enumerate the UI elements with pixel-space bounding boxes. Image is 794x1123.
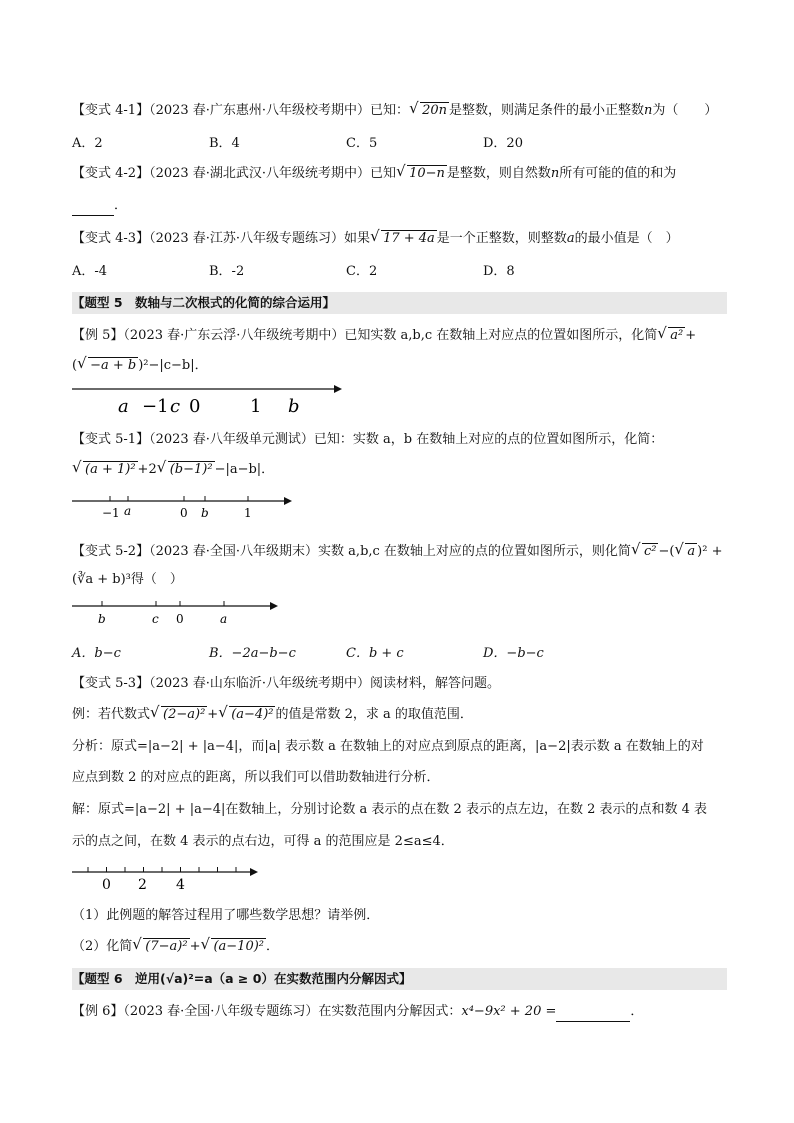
options-5-2 [72,642,732,661]
analysis-line2: 应点到数 2 的对应点的距离，所以我们可以借助数轴进行分析． [72,770,440,785]
answer-blank[interactable] [556,1007,630,1022]
option-a[interactable]: A．-4 [72,264,108,279]
arrow-icon [270,602,278,610]
option-c[interactable]: C．5 [346,136,378,151]
arrow-icon [250,868,258,876]
section-heading-5: 【题型 5 数轴与二次根式的化简的综合运用】 [72,292,727,314]
svg-text:a: a [220,612,228,626]
exercise-5-3-title: 【变式 5-3】（2023 春·山东临沂·八年级统考期中）阅读材料，解答问题。 [72,676,501,691]
label-c: c [170,396,181,416]
example-6: 【例 6】（2023 春·全国·八年级专题练习）在实数范围内分解因式：x⁴−9x² + 20 = ． [72,1002,732,1022]
svg-text:4: 4 [176,877,185,892]
svg-text:0: 0 [176,612,184,626]
arrow-icon [334,385,342,393]
label-neg1: −1 [142,396,169,416]
number-line-5-3 [72,862,262,892]
option-d[interactable]: D．8 [483,264,515,279]
option-d[interactable]: D．−b−c [483,646,544,661]
option-a[interactable]: A．2 [72,136,103,151]
exercise-5-1-line2: √ (a + 1)² +2√ (b−1)² −|a−b|． [72,460,732,480]
svg-text:1: 1 [244,506,252,520]
number-line-ex5 [72,380,342,416]
exercise-5-3-example: 例：若代数式√ (2−a)² +√ (a−4)² 的值是常数 2，求 a 的取值范围． [72,705,732,725]
exercise-4-2: 【变式 4-2】（2023 春·湖北武汉·八年级统考期中）已知√ 10−n 是整数，则自然数n所有可能的值的和为 [72,164,732,184]
sqrt-expression: √ 10−n [398,164,447,184]
svg-text:0: 0 [102,877,111,892]
svg-text:c: c [152,612,159,626]
number-line-5-1 [72,493,294,521]
question-2: （2）化简√ (7−a)² +√ (a−10)² ． [72,937,732,957]
options-4-1 [72,132,732,151]
label-1: 1 [250,396,262,416]
label-a: a [118,396,129,416]
svg-text:2: 2 [138,877,147,892]
answer-line-4-2: ． [72,196,732,216]
solution-line2: 示的点之间，在数 4 表示的点右边，可得 a 的范围应是 2≤a≤4． [72,834,454,849]
analysis-line1: 分析：原式=|a−2| + |a−4|，而|a| 表示数 a 在数轴上的对应点到原点的距离，|a−2|表示数 a 在数轴上的对 [72,739,704,754]
option-b[interactable]: B．−2a−b−c [209,646,296,661]
label-b: b [288,396,300,416]
exercise-4-1: 【变式 4-1】（2023 春·广东惠州·八年级校考期中）已知：√ 20n 是整数，则满足条件的最小正整数n为（ ） [72,101,732,121]
exercise-5-2-line2: (∛a + b)³得（ ） [72,572,183,587]
svg-text:a: a [124,504,132,518]
section-heading-6: 【题型 6 逆用(√a)²=a（a ≥ 0）在实数范围内分解因式】 [72,968,727,990]
arrow-icon [284,497,292,505]
option-c[interactable]: C．b + c [346,646,404,661]
question-1: （1）此例题的解答过程用了哪些数学思想？请举例． [72,908,380,923]
svg-text:−1: −1 [102,506,120,520]
answer-blank[interactable] [72,201,114,216]
example-5: 【例 5】（2023 春·广东云浮·八年级统考期中）已知实数 a,b,c 在数轴上对应点的位置如图所示，化简√ a² + [72,326,732,346]
option-a[interactable]: A．b−c [72,646,121,661]
exercise-4-3: 【变式 4-3】（2023 春·江苏·八年级专题练习）如果√ 17 + 4a 是一个正整数，则整数a的最小值是（ ） [72,229,732,249]
option-b[interactable]: B．-2 [209,264,245,279]
label-0: 0 [189,396,201,416]
svg-text:b: b [201,506,209,520]
option-d[interactable]: D．20 [483,136,523,151]
option-b[interactable]: B．4 [209,136,240,151]
example-5-line2: (√ −a + b )²−|c−b|． [72,356,732,376]
svg-text:0: 0 [180,506,188,520]
exercise-5-1: 【变式 5-1】（2023 春·八年级单元测试）已知：实数 a，b 在数轴上对应的点的位置如图所示，化简： [72,432,664,447]
sqrt-expression: √ 17 + 4a [372,229,437,249]
svg-text:b: b [98,612,106,626]
solution-line1: 解：原式=|a−2| + |a−4|在数轴上，分别讨论数 a 表示的点在数 2 表示的点左边，在数 2 表示的点和数 4 表 [72,802,708,817]
number-line-5-2 [72,598,280,628]
options-4-3 [72,260,732,279]
exercise-5-2: 【变式 5-2】（2023 春·全国·八年级期末）实数 a,b,c 在数轴上对应的点的位置如图所示，则化简√ c² −(√ a )² + [72,542,732,562]
sqrt-expression: √ 20n [411,101,449,121]
option-c[interactable]: C．2 [346,264,378,279]
